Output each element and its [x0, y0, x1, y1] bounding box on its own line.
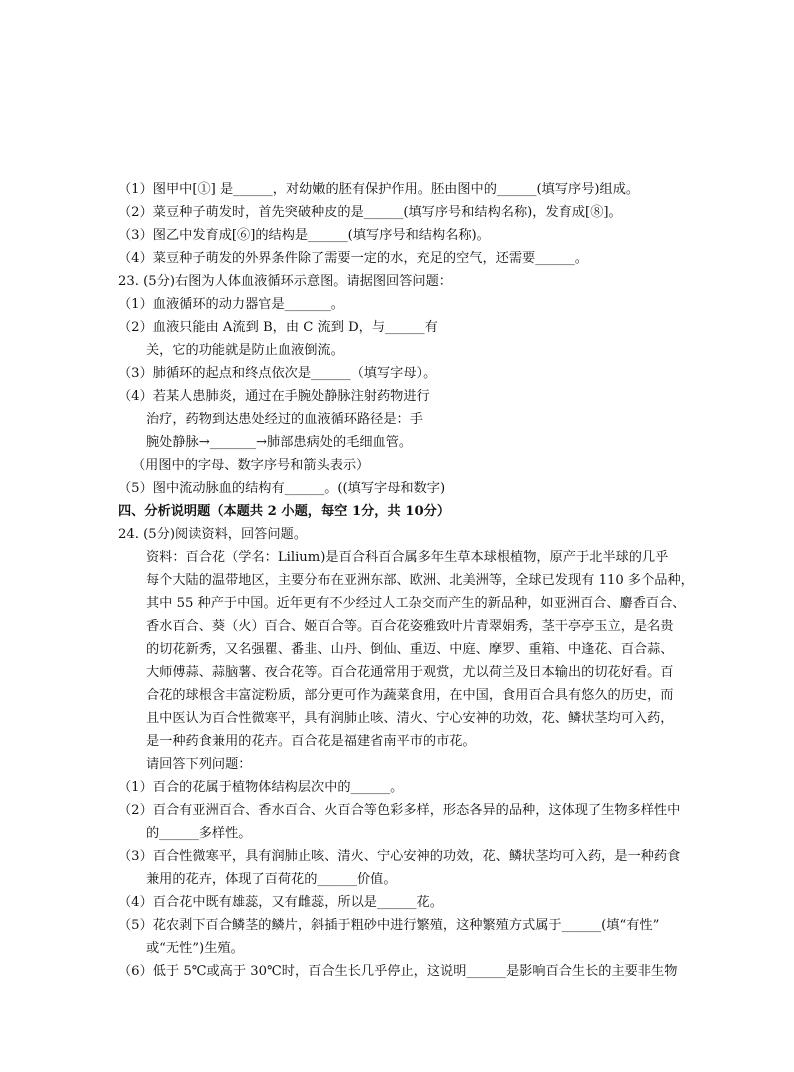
- material-line-2: 每个大陆的温带地区，主要分布在亚洲东部、欧洲、北美洲等，全球已发现有 110 多个品种，: [146, 573, 694, 588]
- q23-5: （5）图中流动脉血的结构有______。((填写字母和数字): [118, 481, 446, 496]
- material-line-9: 是一种药食兼用的花卉。百合花是福建省南平市的市花。: [146, 734, 476, 749]
- q22-1: （1）图甲中[①] 是______，对幼嫩的胚有保护作用。胚由图中的______(填写序号)组成。: [118, 182, 640, 197]
- q23-1: （1）血液循环的动力器官是_______。: [118, 297, 344, 312]
- q23-4-cont1: 治疗，药物到达患处经过的血液循环路径是：手: [146, 412, 423, 427]
- q23-3: （3）肺循环的起点和终点依次是______（填写字母）。: [118, 366, 437, 381]
- q23-4-note: （用图中的字母、数字序号和箭头表示）: [132, 458, 370, 473]
- q23-heading: 23. (5分)右图为人体血液循环示意图。请据图回答问题：: [118, 274, 452, 289]
- material-line-7: 合花的球根含丰富淀粉质，部分更可作为蔬菜食用，在中国，食用百合具有悠久的历史，而: [146, 688, 674, 703]
- material-line-1: 资料：百合花（学名：Lilium)是百合科百合属多年生草本球根植物，原产于北半球的几乎: [146, 550, 669, 565]
- q22-2: （2）菜豆种子萌发时，首先突破种皮的是______(填写序号和结构名称)，发育成[⑧]。: [118, 205, 622, 220]
- q24-6: （6）低于 5℃或高于 30℃时，百合生长几乎停止，这说明______是影响百合生长的主要非生物: [118, 964, 678, 979]
- q24-heading: 24. (5分)阅读资料，回答问题。: [118, 527, 307, 542]
- q22-3: （3）图乙中发育成[⑥]的结构是______(填写序号和结构名称)。: [118, 228, 490, 243]
- q23-4-cont2: 腕处静脉→_______→肺部患病处的毛细血管。: [146, 435, 413, 450]
- material-line-5: 的切花新秀，又名强瞿、番韭、山丹、倒仙、重迈、中庭、摩罗、重箱、中逢花、百合蒜、: [146, 642, 674, 657]
- q22-4: （4）菜豆种子萌发的外界条件除了需要一定的水，充足的空气，还需要______。: [118, 251, 588, 266]
- q24-1: （1）百合的花属于植物体结构层次中的______。: [118, 780, 404, 795]
- q24-5-cont: 或“无性”)生殖。: [146, 941, 244, 956]
- q24-prompt: 请回答下列问题：: [146, 757, 252, 772]
- section-4-heading: 四、分析说明题（本题共 2 小题，每空 1分，共 10分）: [118, 504, 451, 519]
- q23-4: （4）若某人患肺炎，通过在手腕处静脉注射药物进行: [118, 389, 430, 404]
- q23-2-cont: 关，它的功能就是防止血液倒流。: [146, 343, 344, 358]
- q24-2: （2）百合有亚洲百合、香水百合、火百合等色彩多样，形态各异的品种，这体现了生物多样性中: [118, 803, 681, 818]
- q24-2-cont: 的______多样性。: [146, 826, 252, 841]
- material-line-3: 其中 55 种产于中国。近年更有不少经过人工杂交而产生的新品种，如亚洲百合、麝香百合、: [146, 596, 686, 611]
- q24-3-cont: 兼用的花卉，体现了百荷花的______价值。: [146, 872, 397, 887]
- q24-4: （4）百合花中既有雄蕊，又有雌蕊，所以是______花。: [118, 895, 443, 910]
- q23-2: （2）血液只能由 A流到 B，由 C 流到 D，与______有: [118, 320, 438, 335]
- q24-3: （3）百合性微寒平，具有润肺止咳、清火、宁心安神的功效，花、鳞状茎均可入药，是一种药食: [118, 849, 681, 864]
- material-line-6: 大师傅蒜、蒜脑薯、夜合花等。百合花通常用于观赏，尤以荷兰及日本输出的切花好看。百: [146, 665, 674, 680]
- material-line-8: 且中医认为百合性微寒平，具有润肺止咳、清火、宁心安神的功效，花、鳞状茎均可入药，: [146, 711, 674, 726]
- q24-5: （5）花农剥下百合鳞茎的鳞片，斜插于粗砂中进行繁殖，这种繁殖方式属于______(填“有性”: [118, 918, 660, 933]
- material-line-4: 香水百合、葵（火）百合、姬百合等。百合花姿雅致叶片青翠娟秀，茎干亭亭玉立，是名贵: [146, 619, 674, 634]
